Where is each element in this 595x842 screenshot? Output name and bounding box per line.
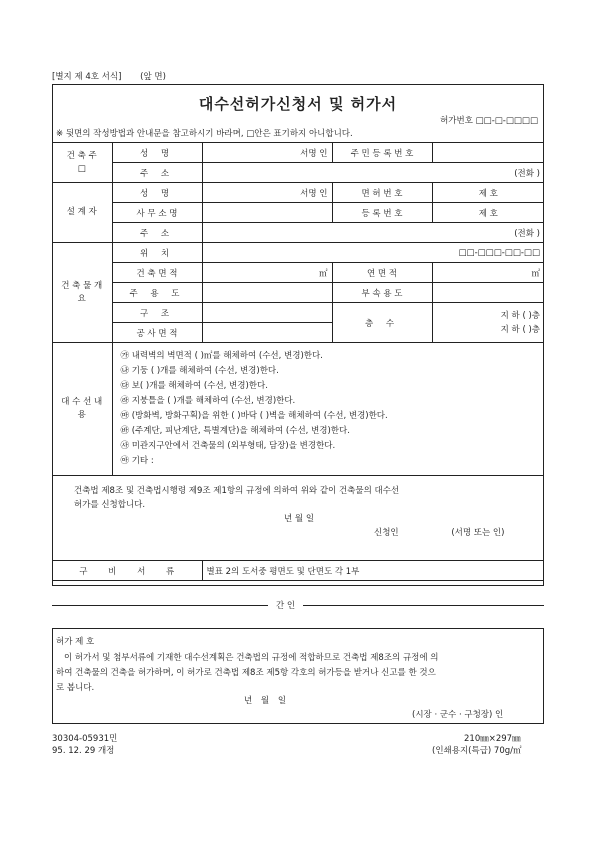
repair-item[interactable]: ㉯ 기둥 ( )개를 해체하여 (수선, 변경)한다. [120, 366, 279, 376]
repair-items [112, 343, 544, 476]
designer-address-label: 주 소 [112, 223, 202, 243]
owner-group [52, 143, 112, 183]
owner-row-2 [52, 163, 544, 183]
revision-date: 95. 12. 29 개정 [52, 746, 115, 756]
statement-applicant-line [74, 526, 522, 540]
page-title: 대수선허가신청서 및 허가서 [198, 95, 398, 113]
owner-phone: (전화 ) [514, 168, 540, 179]
statement-cell [52, 476, 544, 561]
statement-line-1: 건축법 제8조 및 건축법시행령 제9조 제1항의 규정에 의하여 위와 같이 건축물의 대수선 [74, 486, 400, 496]
statement-date[interactable]: 년 월 일 [284, 514, 315, 524]
statement-row [52, 476, 544, 561]
main-use-label: 주 용 도 [112, 283, 202, 303]
application-table [52, 142, 544, 581]
designer-seal: 서명 인 [300, 188, 328, 199]
applicant-label: 신청인 [374, 528, 399, 538]
designer-reg-field[interactable]: 제 호 [432, 203, 544, 223]
designer-office-label: 사 무 소 명 [112, 203, 202, 223]
documents-value: 별표 2의 도서중 평면도 및 단면도 각 1부 [202, 561, 544, 581]
owner-row-1 [52, 143, 544, 163]
floors-label: 층 수 [332, 303, 432, 343]
work-area-label: 공 사 면 적 [112, 323, 202, 343]
form-label: [별지 제 4호 서식] [52, 72, 122, 82]
permit-authority: (시장 · 군수 · 구청장) 인 [412, 710, 504, 720]
notice-text: ※ 뒷면의 작성방법과 안내문을 참고하시기 바라며, □안은 표기하지 아니합니다. [56, 129, 353, 139]
form-header [52, 70, 182, 82]
repair-item[interactable]: ㉳ (주계단, 피난계단, 특별계단)을 해체하여 (수선, 변경)한다. [120, 426, 350, 436]
work-area-field[interactable] [202, 323, 332, 343]
repair-item[interactable]: ㉵ 기타 : [120, 456, 154, 466]
permit-date[interactable]: 년 월 일 [244, 696, 287, 706]
designer-address-field[interactable] [202, 223, 544, 243]
side-label: (앞 면) [140, 72, 166, 82]
documents-row [52, 561, 544, 581]
location-field[interactable]: □□-□□□-□□-□□ [202, 243, 544, 263]
form-code: 30304-05931민 [52, 734, 118, 744]
designer-row-3 [52, 223, 544, 243]
designer-license-field[interactable]: 제 호 [432, 183, 544, 203]
repair-item[interactable]: ㉰ 보( )개를 해체하여 (수선, 변경)한다. [120, 381, 268, 391]
owner-group-label: 건 축 주 [66, 150, 97, 161]
owner-address-field[interactable] [202, 163, 544, 183]
permit-line-1: 이 허가서 및 첨부서류에 기재한 대수선계획은 건축법의 규정에 적합하므로 건축법 제8조의 규정에 의 [64, 653, 439, 663]
permit-heading: 허가 제 호 [56, 637, 95, 647]
owner-rrn-field[interactable] [432, 143, 544, 163]
structure-label: 구 조 [112, 303, 202, 323]
building-group-label: 건 축 물 개 요 [52, 243, 112, 343]
documents-label: 구 비 서 류 [52, 561, 202, 581]
owner-name-label: 성 명 [112, 143, 202, 163]
designer-reg-label: 등 록 번 호 [332, 203, 432, 223]
building-row-area [52, 263, 544, 283]
floors-field[interactable] [432, 303, 544, 343]
designer-row-2 [52, 203, 544, 223]
permit-number: 허가번호 □□-□-□□□□ [440, 116, 538, 126]
building-row-use [52, 283, 544, 303]
owner-name-field[interactable] [202, 143, 332, 163]
repair-item[interactable]: ㉴ 미관지구안에서 건축물의 (외부형태, 담장)을 변경한다. [120, 441, 336, 451]
paper-spec: (인쇄용지(특급) 70g/㎡ [432, 746, 522, 756]
repair-row [52, 343, 544, 476]
building-row-structure [52, 303, 544, 323]
designer-group-label: 설 계 자 [52, 183, 112, 243]
floor-area-label: 연 면 적 [332, 263, 432, 283]
structure-field[interactable] [202, 303, 332, 323]
paper-size: 210㎜×297㎜ [464, 734, 521, 744]
above-floors: 지 하 ( )층 [500, 324, 540, 335]
repair-item[interactable]: ㉱ 지붕틀을 ( )개를 해체하여 (수선, 변경)한다. [120, 396, 296, 406]
building-area-field[interactable]: ㎡ [202, 263, 332, 283]
repair-item[interactable]: ㉮ 내력벽의 벽면적 ( )㎡를 해체하여 (수선, 변경)한다. [120, 351, 323, 361]
applicant-sign[interactable]: (서명 또는 인) [451, 528, 505, 538]
statement-line-2: 허가를 신청합니다. [74, 500, 146, 510]
repair-item[interactable]: ㉲ (방화벽, 방화구획)을 위한 ( )바닥 ( )벽을 해체하여 (수선, 변경)한다. [120, 411, 388, 421]
aux-use-label: 부 속 용 도 [332, 283, 432, 303]
aux-use-field[interactable] [432, 283, 544, 303]
basement-floors: 지 하 ( )층 [500, 310, 540, 321]
permit-line-2: 하여 건축물의 건축을 허가하며, 이 허가로 건축법 제8조 제5항 각호의 허가등을 받거나 신고를 한 것으 [56, 668, 436, 678]
owner-rrn-label: 주 민 등 록 번 호 [332, 143, 432, 163]
designer-phone: (전화 ) [514, 228, 540, 239]
building-area-label: 건 축 면 적 [112, 263, 202, 283]
owner-address-label: 주 소 [112, 163, 202, 183]
location-label: 위 치 [112, 243, 202, 263]
owner-seal: 서명 인 [300, 148, 328, 159]
floor-area-field[interactable]: ㎡ [432, 263, 544, 283]
cut-label: 간 인 [268, 599, 303, 611]
designer-license-label: 면 허 번 호 [332, 183, 432, 203]
main-use-field[interactable] [202, 283, 332, 303]
designer-name-label: 성 명 [112, 183, 202, 203]
designer-name-field[interactable] [202, 183, 332, 203]
owner-box: □ [77, 163, 86, 174]
designer-row-1 [52, 183, 544, 203]
repair-group-label: 대 수 선 내 용 [52, 343, 112, 476]
permit-line-3: 로 봅니다. [56, 683, 95, 693]
building-row-location [52, 243, 544, 263]
designer-office-field[interactable] [202, 203, 332, 223]
